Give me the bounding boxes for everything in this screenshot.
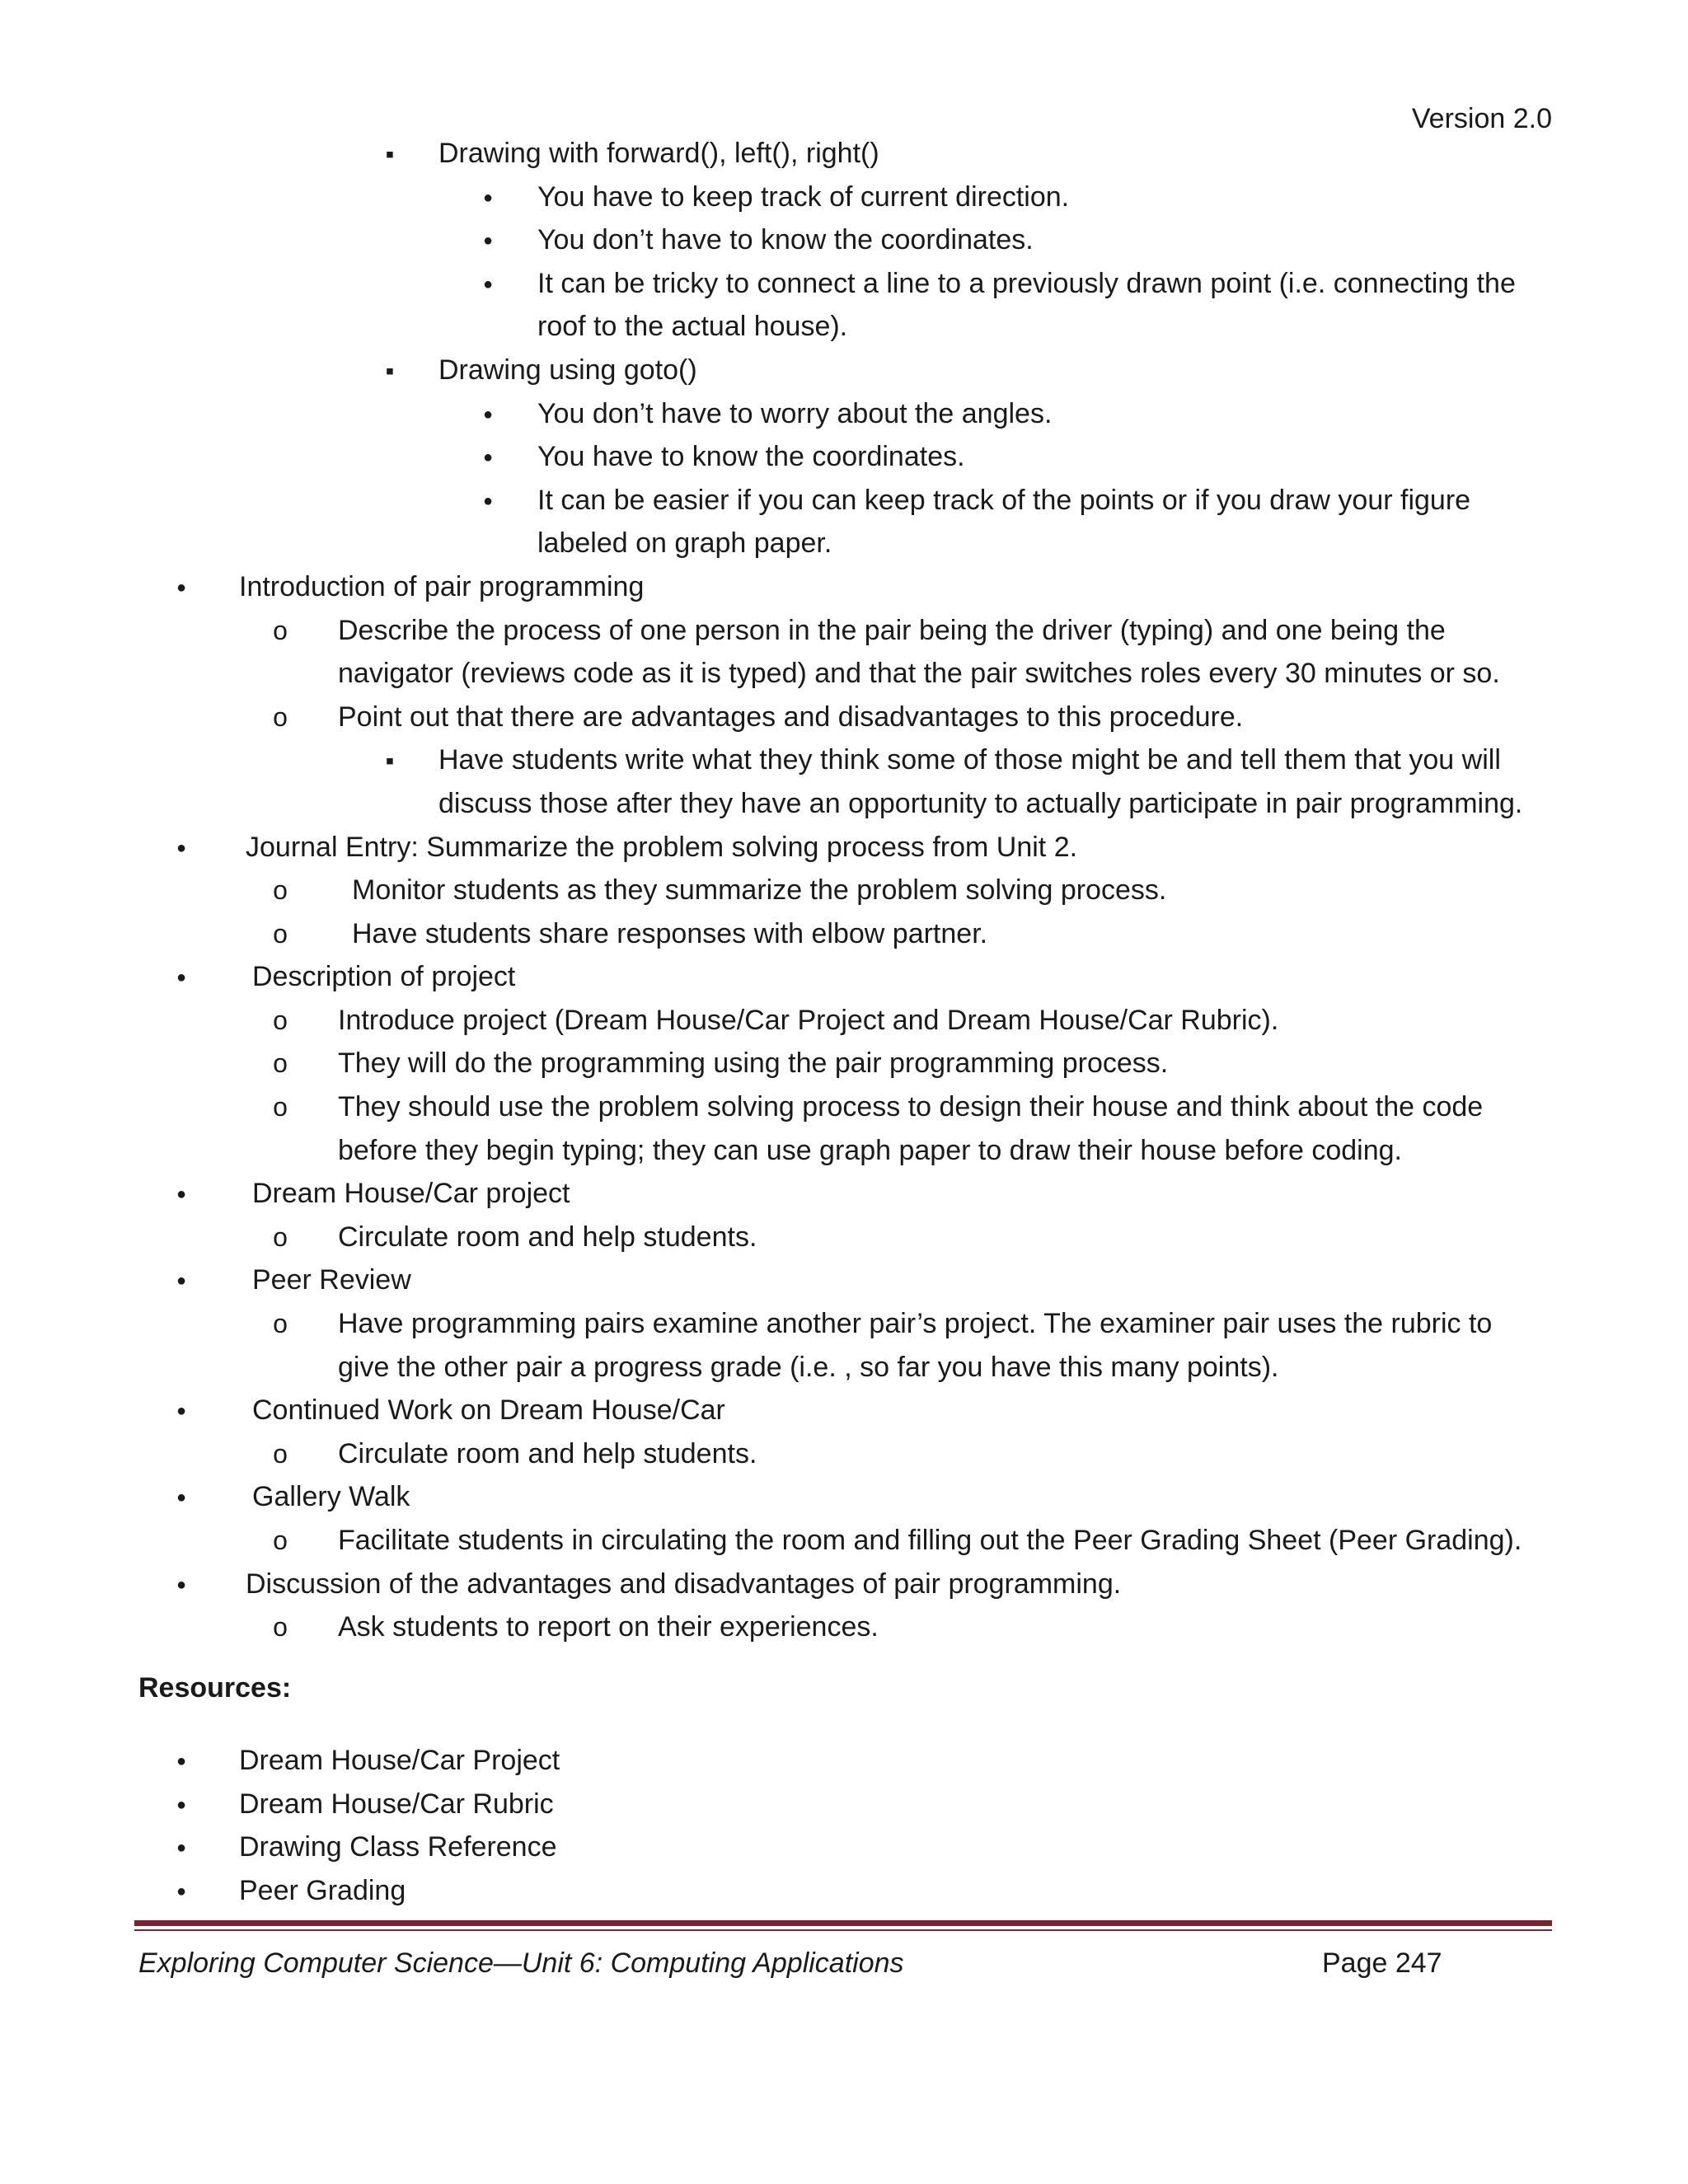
circle-bullet-icon — [264, 1605, 297, 1649]
circle-bullet-icon — [264, 869, 297, 912]
bullet-icon — [471, 218, 504, 266]
bullet-icon — [165, 1563, 198, 1610]
list-item — [0, 1605, 1688, 1649]
list-item-text: You have to keep track of current direction. — [537, 180, 1070, 213]
list-item-text: Drawing using goto() — [438, 354, 697, 386]
bullet-icon — [165, 1172, 198, 1220]
list-item — [0, 262, 1688, 306]
bullet-icon — [165, 826, 198, 874]
list-item — [0, 305, 1688, 349]
square-bullet-icon — [373, 132, 406, 177]
bullet-icon — [471, 176, 504, 223]
circle-bullet-icon — [264, 912, 297, 956]
bullet-icon — [165, 565, 198, 613]
list-item — [0, 218, 1688, 262]
list-item — [0, 1085, 1688, 1129]
list-item — [0, 696, 1688, 739]
bullet-icon — [165, 1739, 198, 1787]
footer-title: Exploring Computer Science—Unit 6: Computing Applications — [138, 1947, 904, 1979]
list-item-text: It can be tricky to connect a line to a previously drawn point (i.e. connecting the — [537, 267, 1516, 299]
list-item-text: Monitor students as they summarize the problem solving process. — [352, 874, 1167, 907]
circle-bullet-icon — [264, 1042, 297, 1085]
list-item — [0, 349, 1688, 392]
list-item-text: Drawing with forward(), left(), right() — [438, 138, 879, 169]
list-item — [0, 132, 1688, 176]
list-item-text: give the other pair a progress grade (i.e. , so far you have this many points). — [338, 1351, 1279, 1383]
list-item-text: before they begin typing; they can use graph paper to draw their house before coding. — [338, 1134, 1402, 1166]
list-item — [0, 522, 1688, 565]
list-item-text: You don’t have to worry about the angles. — [537, 397, 1053, 429]
list-item-text: Have students share responses with elbow partner. — [352, 917, 988, 949]
list-item-text: Continued Work on Dream House/Car — [252, 1394, 725, 1427]
list-item-text: They should use the problem solving process to design their house and think about the code — [338, 1091, 1484, 1123]
circle-bullet-icon — [264, 609, 297, 653]
square-bullet-icon — [373, 349, 406, 394]
list-item-text: Circulate room and help students. — [338, 1221, 757, 1253]
footer-rule — [134, 1920, 1552, 1926]
list-item-text: Have programming pairs examine another pair’s project. The examiner pair uses the rubric to — [338, 1308, 1493, 1340]
bullet-icon — [165, 1869, 198, 1917]
list-item — [0, 1389, 1688, 1432]
bullet-icon — [165, 1258, 198, 1306]
circle-bullet-icon — [264, 1216, 297, 1259]
circle-bullet-icon — [264, 999, 297, 1043]
bullet-icon — [471, 435, 504, 483]
bullet-icon — [165, 1783, 198, 1830]
list-item-text: Circulate room and help students. — [338, 1437, 757, 1469]
list-item-text: Facilitate students in circulating the room and filling out the Peer Grading Sheet (Peer Grading). — [338, 1525, 1522, 1556]
list-item-text: Discussion of the advantages and disadvantages of pair programming. — [246, 1568, 1122, 1600]
list-item-text: labeled on graph paper. — [537, 527, 832, 560]
list-item-text: Description of project — [252, 961, 516, 993]
list-item — [0, 1129, 1688, 1173]
list-item — [0, 565, 1688, 609]
list-item — [0, 955, 1688, 999]
list-item-text: Introduce project (Dream House/Car Project and Dream House/Car Rubric). — [338, 1004, 1279, 1036]
version-label: Version 2.0 — [1411, 103, 1552, 134]
resources-heading: Resources: — [138, 1672, 292, 1704]
list-item-text: roof to the actual house). — [537, 311, 848, 343]
list-item — [0, 479, 1688, 523]
resource-item-text: Drawing Class Reference — [239, 1831, 557, 1863]
list-item — [0, 176, 1688, 219]
list-item — [0, 999, 1688, 1043]
resource-item — [0, 1825, 1688, 1869]
list-item — [0, 1346, 1688, 1390]
list-item-text: Point out that there are advantages and disadvantages to this procedure. — [338, 701, 1244, 733]
bullet-icon — [471, 479, 504, 527]
list-item-text: navigator (reviews code as it is typed) and that the pair switches roles every 30 minutes or so. — [338, 658, 1500, 690]
resource-item-text: Dream House/Car Rubric — [239, 1788, 554, 1820]
list-item — [0, 1432, 1688, 1476]
list-item — [0, 1563, 1688, 1606]
list-item-text: Have students write what they think some of those might be and tell them that you will — [438, 744, 1501, 776]
list-item-text: Peer Review — [252, 1264, 411, 1296]
list-item — [0, 826, 1688, 869]
list-item-text: Journal Entry: Summarize the problem solving process from Unit 2. — [246, 831, 1078, 863]
circle-bullet-icon — [264, 1302, 297, 1346]
list-item-text: discuss those after they have an opportunity to actually participate in pair programming. — [438, 787, 1523, 819]
page-number: Page 247 — [1322, 1947, 1442, 1979]
resource-item — [0, 1869, 1688, 1913]
list-item — [0, 912, 1688, 956]
footer-rule-thin — [134, 1929, 1552, 1931]
list-item-text: You don’t have to know the coordinates. — [537, 224, 1034, 256]
list-item — [0, 1475, 1688, 1519]
lesson-list — [0, 132, 1688, 1649]
list-item-text: They will do the programming using the pair programming process. — [338, 1047, 1169, 1080]
list-item — [0, 1216, 1688, 1259]
list-item — [0, 1042, 1688, 1085]
list-item-text: It can be easier if you can keep track of the points or if you draw your figure — [537, 484, 1471, 516]
circle-bullet-icon — [264, 1085, 297, 1129]
circle-bullet-icon — [264, 1432, 297, 1476]
list-item-text: Ask students to report on their experiences. — [338, 1611, 879, 1643]
bullet-icon — [165, 1475, 198, 1523]
list-item-text: Describe the process of one person in the pair being the driver (typing) and one being the — [338, 614, 1446, 646]
list-item — [0, 738, 1688, 782]
list-item — [0, 1519, 1688, 1563]
list-item — [0, 869, 1688, 912]
bullet-icon — [471, 262, 504, 310]
resources-list — [0, 1739, 1688, 1912]
resource-item — [0, 1739, 1688, 1783]
square-bullet-icon — [373, 738, 406, 784]
list-item — [0, 1258, 1688, 1302]
circle-bullet-icon — [264, 696, 297, 739]
bullet-icon — [165, 1389, 198, 1436]
list-item-text: Dream House/Car project — [252, 1178, 570, 1210]
list-item — [0, 609, 1688, 653]
list-item — [0, 652, 1688, 696]
resource-item-text: Peer Grading — [239, 1874, 406, 1906]
list-item-text: Gallery Walk — [252, 1481, 410, 1513]
list-item-text: You have to know the coordinates. — [537, 441, 965, 473]
resource-item-text: Dream House/Car Project — [239, 1745, 560, 1776]
list-item — [0, 392, 1688, 436]
list-item — [0, 1172, 1688, 1216]
list-item — [0, 1302, 1688, 1346]
list-item-text: Introduction of pair programming — [239, 570, 645, 602]
circle-bullet-icon — [264, 1519, 297, 1563]
resource-item — [0, 1783, 1688, 1826]
list-item — [0, 782, 1688, 826]
bullet-icon — [471, 392, 504, 440]
list-item — [0, 435, 1688, 479]
bullet-icon — [165, 1825, 198, 1873]
bullet-icon — [165, 955, 198, 1003]
